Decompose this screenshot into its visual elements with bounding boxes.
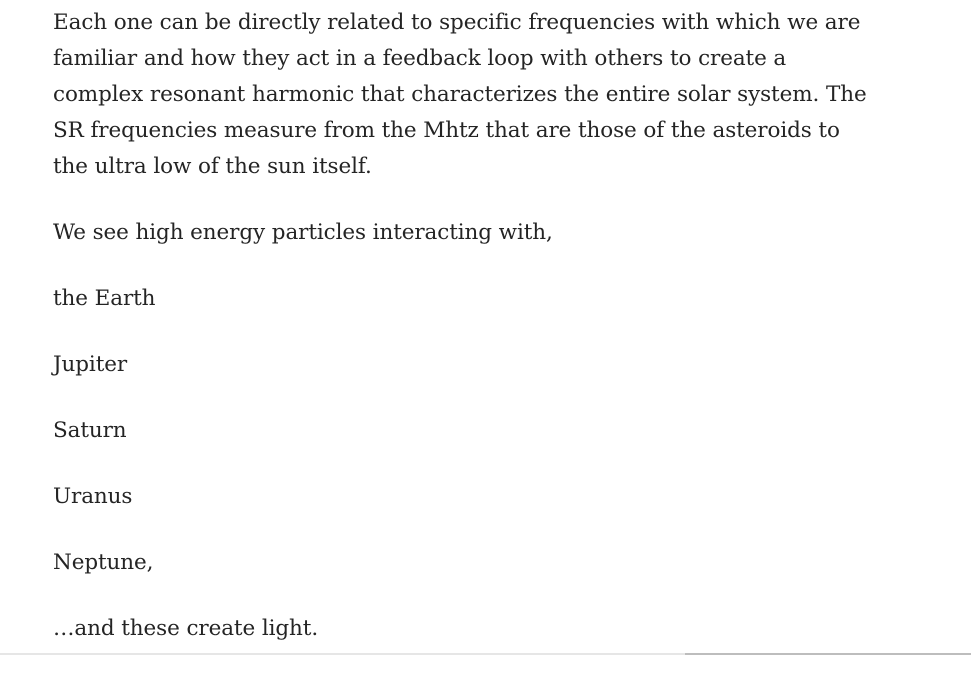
list-item-earth: the Earth xyxy=(53,286,156,311)
article-body xyxy=(53,0,873,677)
paragraph-frequencies: Each one can be directly related to specific frequencies with which we are familiar and how they act in a feedback loop with others to create a complex resonant harmonic that characterizes the entire solar system. The SR frequencies measure from the Mhtz that are those of the asteroids to the ultra low of the sun itself. xyxy=(53,10,867,179)
list-item-saturn: Saturn xyxy=(53,418,127,443)
list-item-uranus: Uranus xyxy=(53,484,133,509)
paragraph-particles: We see high energy particles interacting with, xyxy=(53,220,553,245)
list-item-neptune: Neptune, xyxy=(53,550,154,575)
paragraph-light: …and these create light. xyxy=(53,616,319,641)
list-item-jupiter: Jupiter xyxy=(53,352,128,377)
